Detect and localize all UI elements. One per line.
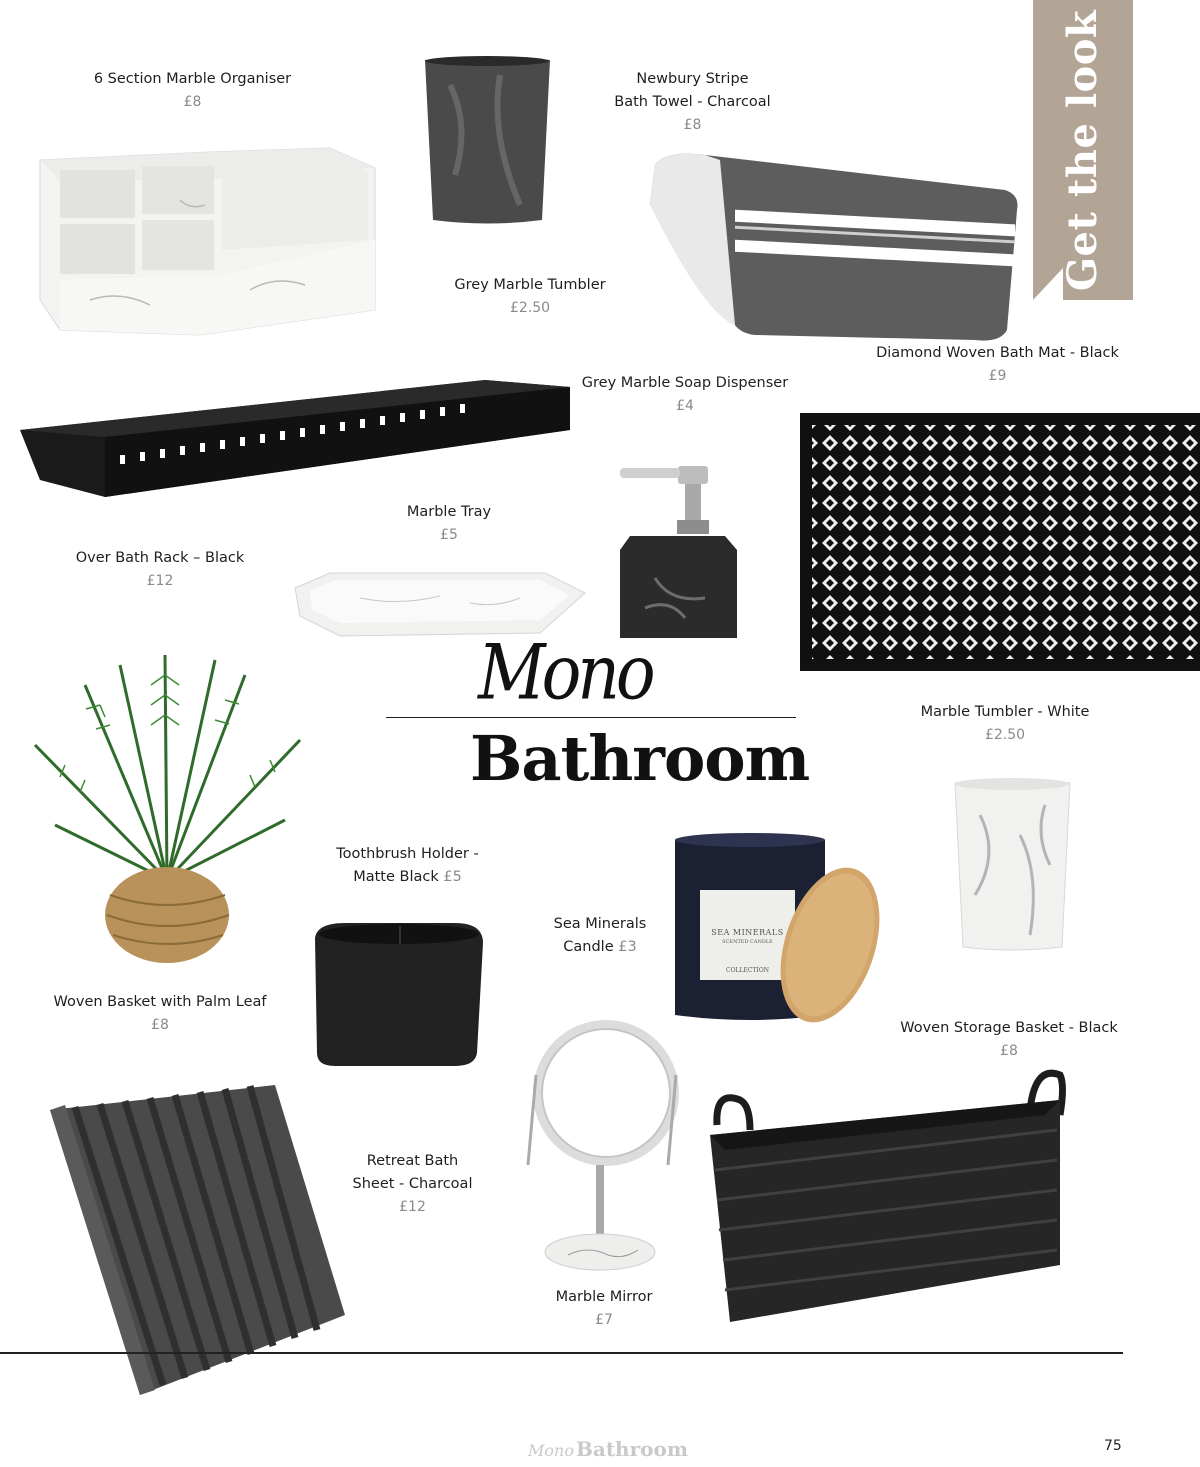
product-price: £12 [399, 1199, 426, 1215]
stripe-towel-image [645, 145, 1025, 345]
footer-brand [528, 1437, 688, 1461]
product-price: £2.50 [509, 300, 551, 316]
product-name: Diamond Woven Bath Mat - Black [876, 345, 1119, 361]
product-name: Woven Basket with Palm Leaf [53, 994, 267, 1010]
footer-brand-main: Bathroom [575, 1437, 688, 1461]
product-price: £5 [440, 527, 458, 543]
side-tab-text: Get the look [1059, 9, 1107, 291]
product-price: £8 [1000, 1043, 1018, 1059]
marble-mirror-image [518, 1015, 680, 1285]
product-price: £7 [595, 1312, 613, 1328]
over-bath-rack-image [15, 375, 575, 500]
palm-basket-image [25, 645, 310, 965]
storage-basket-image [705, 1060, 1065, 1325]
product-name: Over Bath Rack – Black [75, 550, 245, 566]
product-name: Marble Tumbler - White [920, 704, 1090, 720]
title-rule [386, 717, 796, 718]
white-marble-tumbler-image [950, 775, 1075, 955]
product-name: Marble Tray [406, 504, 492, 520]
product-name: Grey Marble Tumbler [454, 277, 606, 293]
product-label [880, 1017, 1138, 1063]
product-price: £8 [683, 117, 702, 133]
product-price: £8 [151, 1017, 169, 1033]
product-price: £4 [676, 398, 694, 414]
product-label [55, 547, 265, 593]
marble-organiser-image [30, 140, 390, 350]
candle-label-line1: SEA MINERALS [711, 928, 784, 937]
product-name: 6 Section Marble Organiser [93, 71, 292, 87]
product-name-line1: Sea Minerals [553, 916, 647, 932]
grey-marble-tumbler-image [420, 55, 555, 230]
product-label [855, 342, 1140, 388]
product-label [25, 991, 295, 1037]
candle-label [700, 928, 795, 974]
product-name-line1: Retreat Bath [366, 1153, 459, 1169]
product-name: Woven Storage Basket - Black [900, 1020, 1118, 1036]
product-label [895, 701, 1115, 747]
product-price: £9 [988, 368, 1007, 384]
footer-brand-script: Mono [528, 1441, 574, 1460]
product-price: £8 [183, 94, 202, 110]
product-price: £5 [443, 869, 462, 885]
title-script: Mono [478, 628, 652, 717]
product-name: Marble Mirror [555, 1289, 653, 1305]
product-label [380, 501, 518, 547]
page-title: Bathroom [470, 722, 810, 795]
product-name-line2: Candle [563, 939, 614, 955]
diamond-bath-mat-image [800, 413, 1200, 671]
product-name-line1: Newbury Stripe [636, 71, 749, 87]
product-label [565, 372, 805, 418]
product-label [530, 913, 670, 959]
product-label [60, 68, 325, 114]
product-name-line2: Bath Towel - Charcoal [614, 94, 771, 110]
side-tab-text-wrap [1033, 0, 1133, 300]
product-label [335, 1150, 490, 1219]
toothbrush-holder-image [305, 918, 490, 1068]
product-label [425, 274, 635, 320]
page-number: 75 [1104, 1438, 1122, 1454]
product-price: £2.50 [984, 727, 1026, 743]
footer-rule [0, 1352, 1123, 1354]
product-name-line1: Toothbrush Holder - [336, 846, 479, 862]
product-name-line2: Matte Black [353, 869, 439, 885]
product-name: Grey Marble Soap Dispenser [581, 375, 789, 391]
soap-dispenser-image [615, 458, 745, 643]
candle-label-line3: COLLECTION [726, 967, 769, 974]
candle-label-line2: SCENTED CANDLE [722, 939, 773, 945]
product-name-line2: Sheet - Charcoal [352, 1176, 473, 1192]
side-tab-notch [1033, 268, 1063, 300]
product-label [535, 1286, 673, 1332]
product-price: £12 [146, 573, 174, 589]
product-label [580, 68, 805, 137]
product-price: £3 [618, 939, 637, 955]
product-label [315, 843, 500, 889]
